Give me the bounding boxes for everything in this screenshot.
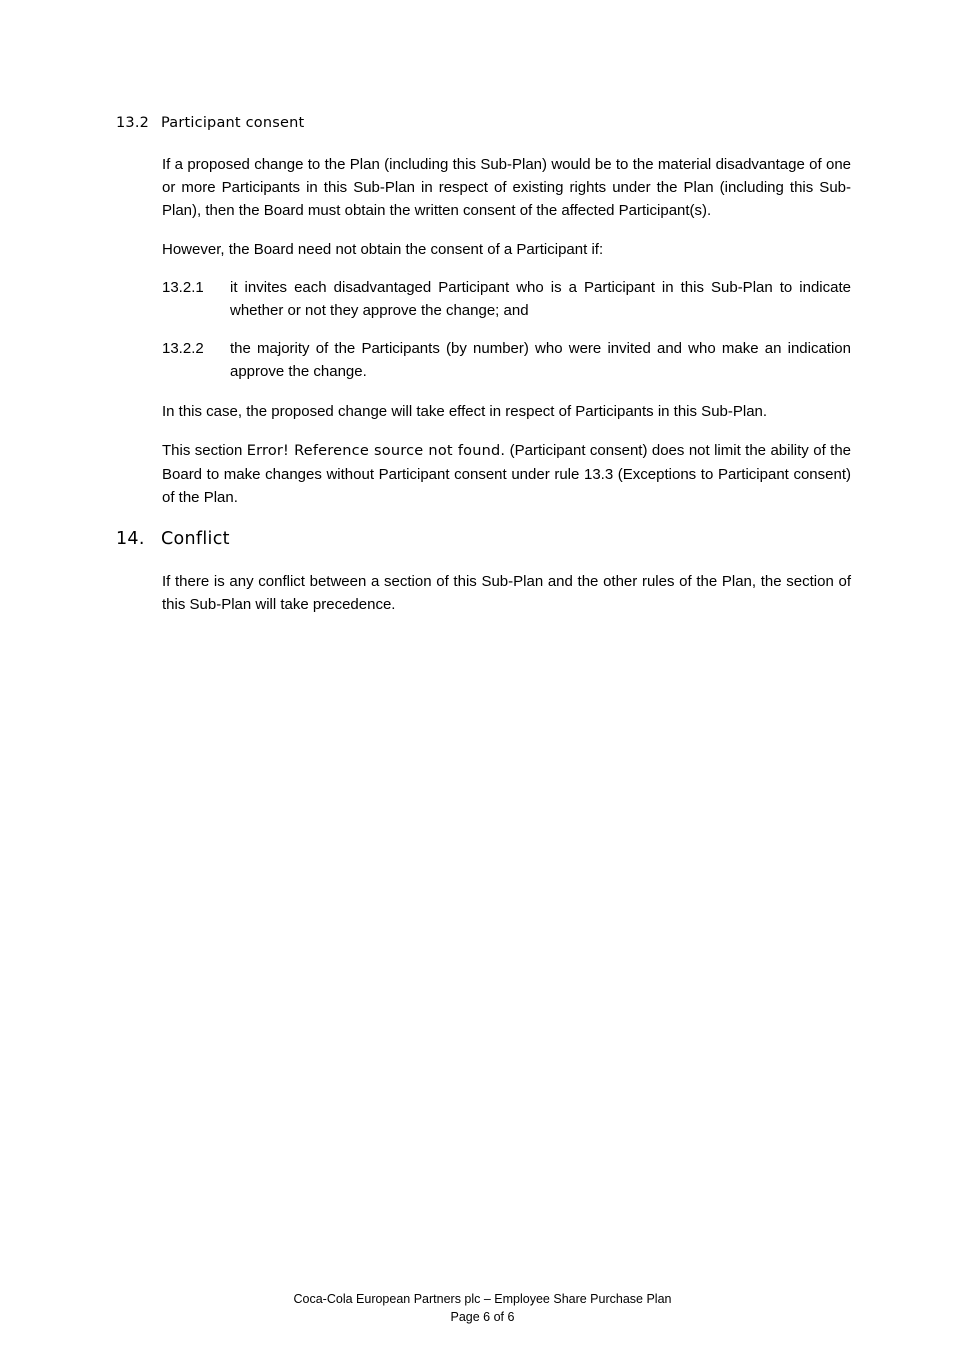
paragraph-text: (Participant consent) does not limit the ability of the Board to make changes without Participant consent under rule 13.3 (Exceptions to Participant consent) of the Plan. <box>162 442 852 506</box>
section-number: 13.2 <box>116 115 150 131</box>
list-item-text: the majority of the Participants (by number) who were invited and who make an indication approve the change. <box>230 340 851 380</box>
list-item-number: 13.2.1 <box>162 279 204 296</box>
paragraph: In this case, the proposed change will take effect in respect of Participants in this Sub-Plan. <box>162 403 768 420</box>
paragraph: If a proposed change to the Plan (including this Sub-Plan) would be to the material disadvantage of one or more Participants in this Sub-Plan in respect of existing rights under the Plan (including this Sub-Plan), then the Board must obtain the written consent of the affected Participant(s). <box>162 156 851 219</box>
list-item <box>162 337 851 383</box>
paragraph: However, the Board need not obtain the consent of a Participant if: <box>162 241 604 258</box>
paragraph: If there is any conflict between a section of this Sub-Plan and the other rules of the Plan, the section of this Sub-Plan will take precedence. <box>162 573 851 613</box>
page-number: Page 6 of 6 <box>450 1310 515 1324</box>
list-item-number: 13.2.2 <box>162 340 204 357</box>
section-title: Conflict <box>161 529 230 549</box>
section-number: 14. <box>116 529 145 549</box>
list-item-text: it invites each disadvantaged Participant who is a Participant in this Sub-Plan to indicate whether or not they approve the change; and <box>230 279 851 319</box>
section-14-heading <box>116 529 230 549</box>
footer-title: Coca-Cola European Partners plc – Employee Share Purchase Plan <box>293 1292 672 1306</box>
paragraph-text: This section <box>162 442 247 459</box>
section-13-2-heading <box>116 115 304 131</box>
section-title: Participant consent <box>161 115 305 131</box>
paragraph <box>162 439 851 509</box>
list-item <box>162 276 851 322</box>
reference-error: Error! Reference source not found. <box>246 443 506 459</box>
